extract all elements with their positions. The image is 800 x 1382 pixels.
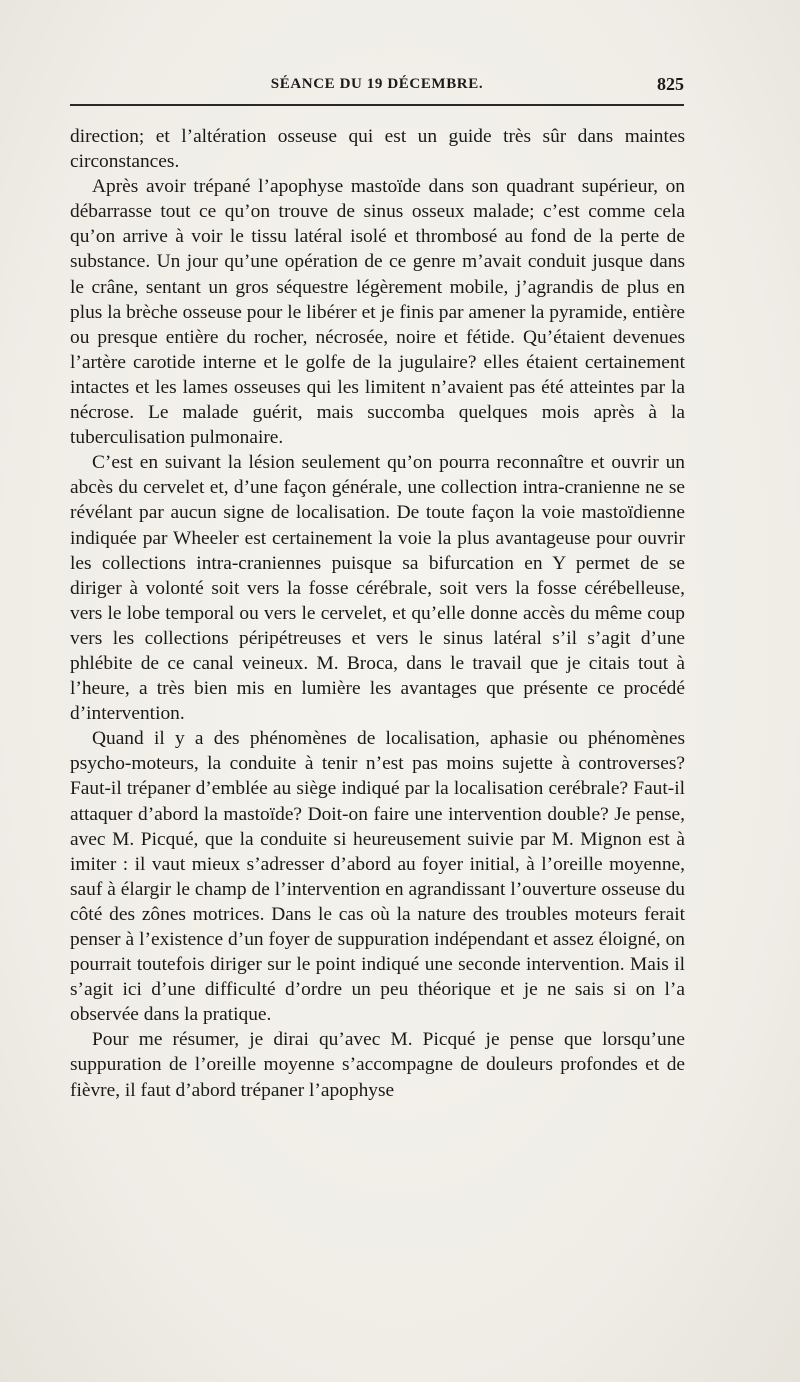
header-rule [70,104,684,106]
page-number: 825 [657,74,684,94]
paragraph: Après avoir trépané l’apophyse mastoïde dans son quadrant supérieur, on débarrasse tout ce qu’on trouve de sinus osseux malade; c’est comme cela qu’on arrive à voir le tissu latéral isolé et thrombosé au fond de la perte de substance. Un jour qu’une opération de ce genre m’avait conduit jusque dans le crâne, sentant un gros séquestre légèrement mobile, j’agrandis de plus en plus la brèche osseuse pour le libérer et je finis par amener la pyramide, entière ou presque entière du rocher, nécrosée, noire et fétide. Qu’étaient devenues l’artère carotide interne et le golfe de la jugulaire? elles étaient certainement intactes et les lames osseuses qui les limitent n’avaient pas été atteintes par la nécrose. Le malade guérit, mais succomba quelques mois après à la tuberculisation pulmonaire. [70,176,685,449]
page-header [70,74,684,100]
paragraph: Pour me résumer, je dirai qu’avec M. Picqué je pense que lorsqu’une suppuration de l’oreille moyenne s’accompagne de douleurs profondes et de fièvre, il faut d’abord trépaner l’apophyse [70,1029,685,1101]
running-title: SÉANCE DU 19 DÉCEMBRE. [270,76,484,92]
paragraph-continued: direction; et l’altération osseuse qui est un guide très sûr dans maintes circonstances. [70,126,685,173]
paragraph: C’est en suivant la lésion seulement qu’on pourra reconnaître et ouvrir un abcès du cervelet et, d’une façon générale, une collection intra-cranienne ne se révélant par aucun signe de localisation. De toute façon la voie mastoïdienne indiquée par Wheeler est certainement la voie la plus avantageuse pour ouvrir les collections intra-craniennes puisque sa bifurcation en Y permet de se diriger à volonté soit vers la fosse cérébrale, soit vers la fosse cérébelleuse, vers le lobe temporal ou vers le cervelet, et qu’elle donne accès du même coup vers les collections péripétreuses et vers le sinus latéral s’il s’agit d’une phlébite de ce canal veineux. M. Broca, dans le travail que je citais tout à l’heure, a très bien mis en lumière les avantages que présente ce procédé d’intervention. [70,452,685,725]
body-text [70,124,685,1103]
paragraph: Quand il y a des phénomènes de localisation, aphasie ou phénomènes psycho-moteurs, la conduite à tenir n’est pas moins sujette à controverses? Faut-il trépaner d’emblée au siège indiqué par la localisation cerébrale? Faut-il attaquer d’abord la mastoïde? Doit-on faire une intervention double? Je pense, avec M. Picqué, que la conduite si heureusement suivie par M. Mignon est à imiter : il vaut mieux s’adresser d’abord au foyer initial, à l’oreille moyenne, sauf à élargir le champ de l’intervention en agrandissant l’ouverture osseuse du côté des zônes motrices. Dans le cas où la nature des troubles moteurs ferait penser à l’existence d’un foyer de suppuration indépendant et assez éloigné, on pourrait toutefois diriger sur le point indiqué une seconde intervention. Mais il s’agit ici d’une difficulté d’ordre un peu théorique et je ne sais si on l’a observée dans la pratique. [70,728,685,1026]
